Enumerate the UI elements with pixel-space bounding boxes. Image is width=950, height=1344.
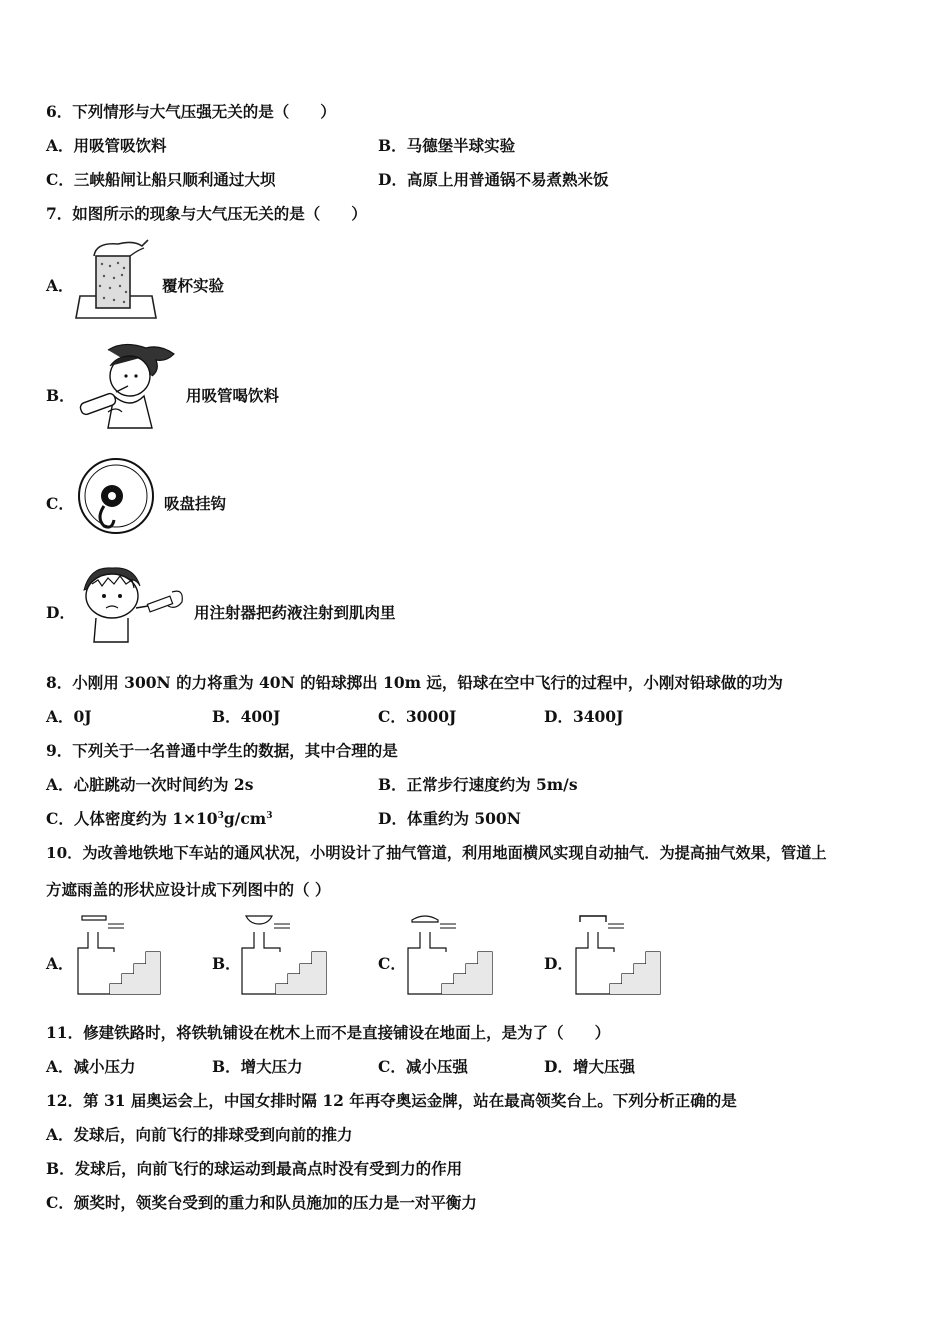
q7-option-d-caption: 用注射器把药液注射到肌肉里 (194, 603, 396, 622)
q10-option-c-label: C． (378, 954, 406, 973)
boy-injection-icon (76, 562, 188, 650)
q12-stem: 12．第 31 届奥运会上，中国女排时隔 12 年再夺奥运金牌，站在最高领奖台上。下列分析正确的是 (46, 1091, 737, 1110)
q8-option-d: D．3400J (544, 707, 624, 726)
girl-drinking-straw-icon (74, 340, 182, 432)
q9-option-c-text: C．人体密度约为 1×10 (46, 809, 218, 828)
q7-option-c-caption: 吸盘挂钩 (164, 494, 227, 513)
q11-option-b: B．增大压力 (212, 1057, 303, 1076)
q7-stem: 7．如图所示的现象与大气压无关的是（ ） (46, 204, 367, 223)
q7-option-c-label: C． (46, 494, 74, 513)
suction-hook-icon (76, 456, 156, 536)
q6-option-b: B．马德堡半球实验 (378, 136, 516, 155)
cup-experiment-icon (74, 236, 158, 322)
q9-option-c (46, 809, 272, 829)
q9-option-c-unit: g/cm (223, 809, 267, 828)
q7-option-a-caption: 覆杯实验 (162, 276, 225, 295)
q6-option-d: D．高原上用普通锅不易煮熟米饭 (378, 170, 609, 189)
q10-option-b-label: B． (212, 954, 241, 973)
vent-cap-arc-up-icon (404, 912, 496, 1000)
q9-option-a: A．心脏跳动一次时间约为 2s (46, 775, 254, 794)
q6-option-c: C．三峡船闸让船只顺利通过大坝 (46, 170, 276, 189)
q8-stem: 8．小刚用 300N 的力将重为 40N 的铅球掷出 10m 远，铅球在空中飞行的过程中，小刚对铅球做的功为 (46, 673, 783, 692)
q8-option-b: B．400J (212, 707, 281, 726)
vent-cap-flanged-icon (572, 912, 664, 1000)
q12-option-c: C．颁奖时，领奖台受到的重力和队员施加的压力是一对平衡力 (46, 1193, 477, 1212)
vent-cap-convex-down-icon (238, 912, 330, 1000)
q11-option-d: D．增大压强 (544, 1057, 635, 1076)
q7-option-b-caption: 用吸管喝饮料 (186, 386, 280, 405)
q9-stem: 9．下列关于一名普通中学生的数据，其中合理的是 (46, 741, 398, 760)
q9-option-c-exp2: 3 (266, 810, 273, 821)
q8-option-c: C．3000J (378, 707, 457, 726)
q10-option-a-label: A． (46, 954, 74, 973)
vent-cap-flat-icon (74, 912, 164, 1000)
q11-option-a: A．减小压力 (46, 1057, 136, 1076)
q6-stem: 6．下列情形与大气压强无关的是（ ） (46, 102, 336, 121)
q6-option-a: A．用吸管吸饮料 (46, 136, 167, 155)
q7-option-b-label: B． (46, 386, 75, 405)
q9-option-d: D．体重约为 500N (378, 809, 521, 828)
q7-option-d-label: D． (46, 603, 75, 622)
q9-option-c-exp1: 3 (217, 810, 224, 821)
q10-stem-line1: 10．为改善地铁地下车站的通风状况，小明设计了抽气管道，利用地面横风实现自动抽气．为提高抽气效果，管道上 (46, 844, 827, 862)
q11-option-c: C．减小压强 (378, 1057, 468, 1076)
q11-stem: 11．修建铁路时，将铁轨铺设在枕木上而不是直接铺设在地面上，是为了（ ） (46, 1023, 611, 1042)
q9-option-b: B．正常步行速度约为 5m/s (378, 775, 578, 794)
q10-option-d-label: D． (544, 954, 573, 973)
q10-stem-line2: 方遮雨盖的形状应设计成下列图中的（ ） (46, 880, 331, 899)
q8-option-a: A．0J (46, 707, 92, 726)
q7-option-a-label: A． (46, 276, 74, 295)
q12-option-b: B．发球后，向前飞行的球运动到最高点时没有受到力的作用 (46, 1159, 463, 1178)
q12-option-a: A．发球后，向前飞行的排球受到向前的推力 (46, 1125, 353, 1144)
